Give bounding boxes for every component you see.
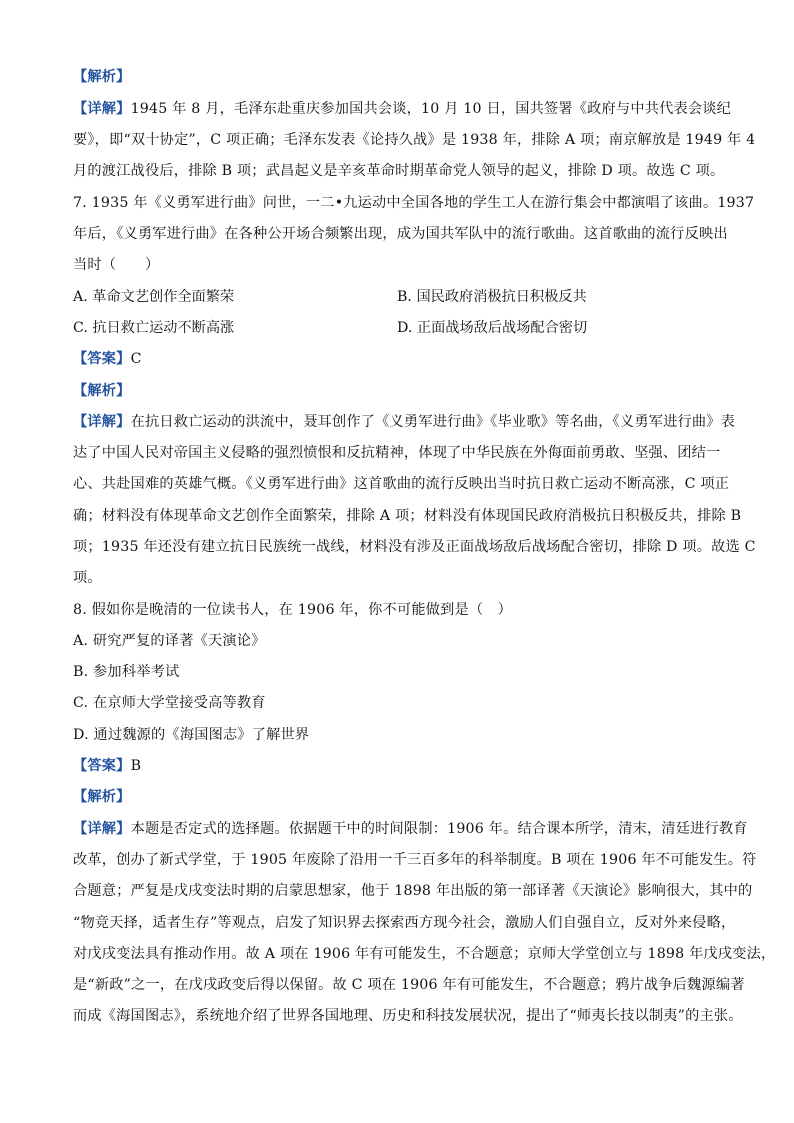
option-d: D. 通过魏源的《海国图志》了解世界 [73,727,310,743]
detail-line [73,98,731,118]
detail-tag: 【详解】 [73,821,131,837]
detail-line: 达了中国人民对帝国主义侵略的强烈愤恨和反抗精神，体现了中华民族在外侮面前勇敢、坚强、团结一 [73,445,721,461]
answer-value: B [130,758,142,774]
option-b: B. 参加科举考试 [73,664,180,680]
detail-text: 在抗日救亡运动的洪流中，聂耳创作了《义勇军进行曲》《毕业歌》等名曲，《义勇军进行曲》表 [130,414,736,430]
detail-line: 项。 [73,570,102,586]
detail-tag: 【详解】 [73,414,131,430]
question-stem-line: 年后，《义勇军进行曲》在各种公开场合频繁出现，成为国共军队中的流行歌曲。这首歌曲的流行反映出 [73,226,728,242]
analysis-heading [73,66,131,86]
answer-line [73,348,142,368]
question-stem-line: 当时（ ） [73,257,160,273]
detail-line: 心、共赴国难的英雄气概。《义勇军进行曲》这首歌曲的流行反映出当时抗日救亡运动不断高涨，C 项正 [73,476,730,492]
question-stem-line: 7. 1935 年《义勇军进行曲》问世，一二•九运动中全国各地的学生工人在游行集会中都演唱了该曲。1937 [73,195,755,211]
detail-text: 本题是否定式的选择题。依据题干中的时间限制：1906 年。结合课本所学，清末，清廷进行教育 [130,821,748,837]
detail-line: 月的渡江战役后，排除 B 项；武昌起义是辛亥革命时期革命党人领导的起义，排除 D 项。故选 C 项。 [73,163,725,179]
detail-line: 而成《海国图志》，系统地介绍了世界各国地理、历史和科技发展状况，提出了“师夷长技以制夷”的主张。 [73,1008,743,1024]
detail-line: 项；1935 年还没有建立抗日民族统一战线，材料没有涉及正面战场敌后战场配合密切，排除 D 项。故选 C [73,539,756,555]
option-d: D. 正面战场敌后战场配合密切 [397,320,588,336]
option-c: C. 抗日救亡运动不断高涨 [73,320,235,336]
detail-line: 确；材料没有体现革命文艺创作全面繁荣，排除 A 项；材料没有体现国民政府消极抗日积极反共，排除 B [73,508,742,524]
option-a: A. 研究严复的译著《天演论》 [73,633,266,649]
detail-text: 1945 年 8 月，毛泽东赴重庆参加国共会谈，10 月 10 日，国共签署《政府与中共代表会谈纪 [130,101,732,117]
detail-line [73,411,735,431]
analysis-tag: 【解析】 [73,69,131,85]
answer-line [73,755,141,775]
answer-value: C [130,351,142,367]
detail-line: 改革，创办了新式学堂，于 1905 年废除了沿用一千三百多年的科举制度。B 项在 1906 年不可能发生。符 [73,852,757,868]
detail-line: “物竞天择，适者生存”等观点，启发了知识界去探索西方现今社会，激励人们自强自立，反对外来侵略， [73,915,736,931]
option-c: C. 在京师大学堂接受高等教育 [73,695,266,711]
detail-line: 是“新政”之一，在戊戌政变后得以保留。故 C 项在 1906 年有可能发生，不合题意；鸦片战争后魏源编著 [73,977,745,993]
option-a: A. 革命文艺创作全面繁荣 [73,289,235,305]
analysis-tag: 【解析】 [73,789,131,805]
question-stem-line: 8. 假如你是晚清的一位读书人，在 1906 年，你不可能做到是（ ） [73,602,513,618]
detail-line: 合题意；严复是戊戌变法时期的启蒙思想家，他于 1898 年出版的第一部译著《天演论》影响很大，其中的 [73,883,753,899]
detail-line: 要》，即“双十协定”，C 项正确；毛泽东发表《论持久战》是 1938 年，排除 A 项；南京解放是 1949 年 4 [73,132,756,148]
detail-line [73,818,748,838]
analysis-heading [73,380,131,400]
option-b: B. 国民政府消极抗日积极反共 [397,289,587,305]
answer-tag: 【答案】 [73,758,131,774]
detail-tag: 【详解】 [73,101,131,117]
analysis-heading [73,786,131,806]
answer-tag: 【答案】 [73,351,131,367]
detail-line: 对戊戌变法具有推动作用。故 A 项在 1906 年有可能发生，不合题意；京师大学堂创立与 1898 年戊戌变法， [73,946,776,962]
analysis-tag: 【解析】 [73,383,131,399]
